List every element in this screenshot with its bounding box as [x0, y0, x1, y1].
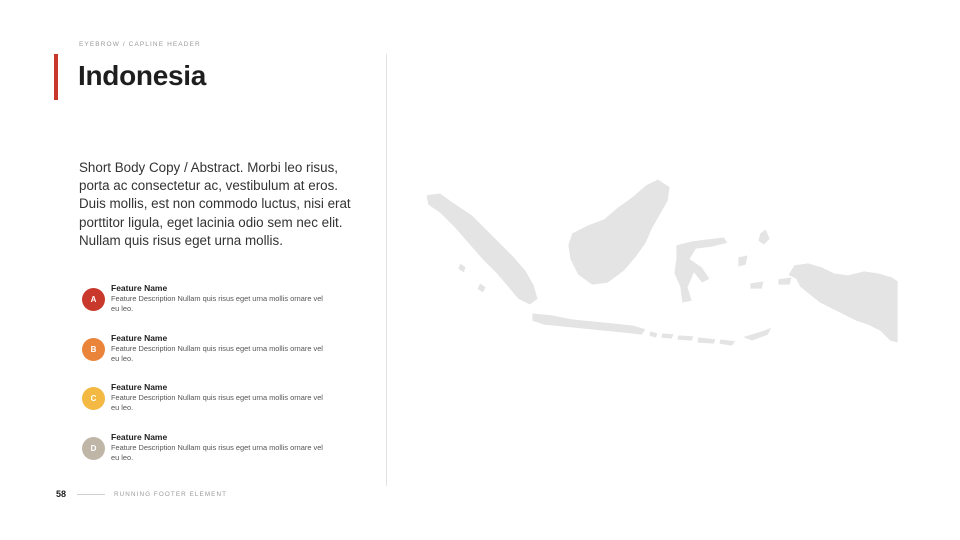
feature-name: Feature Name — [111, 382, 168, 392]
feature-name: Feature Name — [111, 432, 168, 442]
map-region-maluku — [738, 229, 792, 289]
map-region-nusa-tenggara — [649, 331, 736, 346]
feature-badge-c: C — [82, 387, 105, 410]
footer-rule — [77, 494, 105, 495]
map-region-kalimantan — [568, 179, 670, 285]
feature-item-d — [82, 432, 342, 472]
title-accent-bar — [54, 54, 58, 100]
page-title: Indonesia — [78, 60, 206, 91]
map-region-java — [532, 313, 646, 335]
feature-description: Feature Description Nullam quis risus eget urna mollis ornare vel eu leo. — [111, 393, 323, 412]
feature-description: Feature Description Nullam quis risus eget urna mollis ornare vel eu leo. — [111, 443, 323, 462]
map-region-papua — [788, 263, 898, 343]
feature-name: Feature Name — [111, 283, 168, 293]
map-region-sumatra-islands — [458, 263, 486, 293]
body-copy: Short Body Copy / Abstract. Morbi leo risus, porta ac consectetur ac, vestibulum at eros. Duis mollis, est non commodo luctus, nisi erat porttitor ligula, eget lacinia odio sem nec elit. Nullam quis risus eget urna mollis. — [79, 160, 351, 248]
feature-item-b — [82, 333, 342, 373]
running-footer: RUNNING FOOTER ELEMENT — [114, 491, 228, 498]
column-divider — [386, 54, 387, 486]
feature-item-c — [82, 382, 342, 422]
feature-description: Feature Description Nullam quis risus eget urna mollis ornare vel eu leo. — [111, 344, 323, 363]
feature-badge-b: B — [82, 338, 105, 361]
feature-item-a — [82, 283, 342, 323]
indonesia-map-icon — [420, 175, 900, 365]
map-region-timor — [742, 327, 772, 341]
page-number: 58 — [56, 489, 67, 499]
eyebrow-header: EYEBROW / CAPLINE HEADER — [79, 41, 201, 48]
feature-name: Feature Name — [111, 333, 168, 343]
indonesia-map — [420, 175, 900, 365]
map-region-sulawesi — [674, 237, 728, 303]
feature-badge-a: A — [82, 288, 105, 311]
feature-description: Feature Description Nullam quis risus eget urna mollis ornare vel eu leo. — [111, 294, 323, 313]
feature-badge-d: D — [82, 437, 105, 460]
